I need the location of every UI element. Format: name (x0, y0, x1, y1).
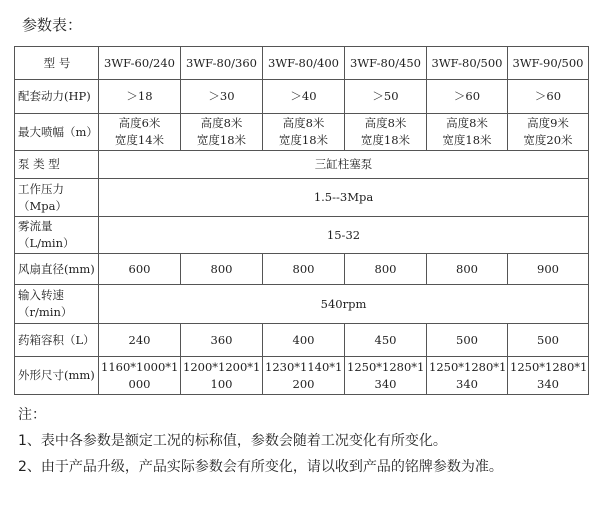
flow-label-2: （L/min） (18, 236, 75, 250)
fan-label: 风扇直径(mm) (15, 254, 99, 285)
dim-line1: 1250*1280*1 (347, 359, 425, 374)
note-1: 1、表中各参数是额定工况的标称值，参数会随着工况变化有所变化。 (18, 433, 447, 449)
notes-heading: 注： (18, 407, 46, 423)
pump-label: 泵 类 型 (15, 151, 99, 179)
power-cell: ＞60 (427, 80, 508, 114)
spec-table (14, 46, 589, 395)
row-dimensions (15, 357, 589, 395)
model-cell: 3WF-60/240 (99, 47, 181, 80)
tank-cell: 500 (508, 324, 589, 357)
row-tank (15, 324, 589, 357)
dim-line1: 1200*1200*1 (183, 359, 261, 374)
dim-cell (427, 357, 508, 395)
flow-label (15, 217, 99, 254)
row-fan (15, 254, 589, 285)
dim-cell (99, 357, 181, 395)
spray-label: 最大喷幅（m） (15, 114, 99, 151)
power-cell: ＞60 (508, 80, 589, 114)
dim-line2: 100 (210, 376, 233, 391)
spray-width: 宽度18米 (196, 133, 247, 147)
spray-width: 宽度18米 (360, 133, 411, 147)
power-label: 配套动力(HP) (15, 80, 99, 114)
dim-cell (181, 357, 263, 395)
spray-cell (263, 114, 345, 151)
dim-label: 外形尺寸(mm) (15, 357, 99, 395)
fan-cell: 800 (263, 254, 345, 285)
row-pressure (15, 179, 589, 217)
spray-width: 宽度20米 (523, 133, 573, 147)
dim-line1: 1160*1000*1 (101, 359, 179, 374)
tank-label: 药箱容积（L） (15, 324, 99, 357)
fan-cell: 600 (99, 254, 181, 285)
spray-height: 高度8米 (364, 116, 407, 130)
dim-line2: 340 (374, 376, 397, 391)
dim-line2: 000 (128, 376, 151, 391)
spray-width: 宽度18米 (278, 133, 329, 147)
dim-line2: 340 (537, 376, 559, 391)
pressure-label-1: 工作压力 (18, 181, 64, 196)
row-model (15, 47, 589, 80)
dim-line1: 1250*1280*1 (510, 359, 588, 374)
note-2: 2、由于产品升级，产品实际参数会有所变化，请以收到产品的铭牌参数为准。 (18, 459, 503, 475)
model-cell: 3WF-80/400 (263, 47, 345, 80)
row-speed (15, 285, 589, 324)
tank-cell: 450 (345, 324, 427, 357)
tank-cell: 360 (181, 324, 263, 357)
model-cell: 3WF-80/450 (345, 47, 427, 80)
row-power (15, 80, 589, 114)
dim-cell (345, 357, 427, 395)
spray-cell (181, 114, 263, 151)
pressure-value: 1.5--3Mpa (99, 179, 589, 217)
power-cell: ＞40 (263, 80, 345, 114)
fan-cell: 800 (345, 254, 427, 285)
spray-width: 宽度14米 (114, 133, 165, 147)
notes-section (18, 402, 503, 480)
dim-cell (263, 357, 345, 395)
spray-cell (427, 114, 508, 151)
spray-height: 高度8米 (282, 116, 325, 130)
row-spray (15, 114, 589, 151)
model-cell: 3WF-80/500 (427, 47, 508, 80)
pump-value: 三缸柱塞泵 (99, 151, 589, 179)
pressure-label (15, 179, 99, 217)
fan-cell: 800 (181, 254, 263, 285)
fan-cell: 800 (427, 254, 508, 285)
speed-label (15, 285, 99, 324)
model-cell: 3WF-80/360 (181, 47, 263, 80)
power-cell: ＞50 (345, 80, 427, 114)
dim-cell (508, 357, 589, 395)
spray-height: 高度9米 (527, 116, 569, 130)
page-title: 参数表： (22, 16, 83, 34)
fan-cell: 900 (508, 254, 589, 285)
power-cell: ＞30 (181, 80, 263, 114)
tank-cell: 500 (427, 324, 508, 357)
dim-line1: 1230*1140*1 (265, 359, 343, 374)
tank-cell: 240 (99, 324, 181, 357)
dim-line2: 200 (292, 376, 315, 391)
dim-line1: 1250*1280*1 (429, 359, 507, 374)
row-flow (15, 217, 589, 254)
spray-height: 高度8米 (200, 116, 243, 130)
spray-height: 高度8米 (446, 116, 488, 130)
spray-cell (99, 114, 181, 151)
speed-value: 540rpm (99, 285, 589, 324)
pressure-label-2: （Mpa） (18, 198, 67, 213)
speed-label-1: 输入转速 (18, 288, 64, 302)
power-cell: ＞18 (99, 80, 181, 114)
model-label: 型 号 (15, 47, 99, 80)
spray-cell (508, 114, 589, 151)
speed-label-2: （r/min） (18, 305, 73, 319)
spray-cell (345, 114, 427, 151)
flow-value: 15-32 (99, 217, 589, 254)
row-pump (15, 151, 589, 179)
spray-height: 高度6米 (118, 116, 161, 130)
tank-cell: 400 (263, 324, 345, 357)
model-cell: 3WF-90/500 (508, 47, 589, 80)
dim-line2: 340 (456, 376, 478, 391)
spray-width: 宽度18米 (442, 133, 492, 147)
flow-label-1: 雾流量 (18, 219, 53, 233)
